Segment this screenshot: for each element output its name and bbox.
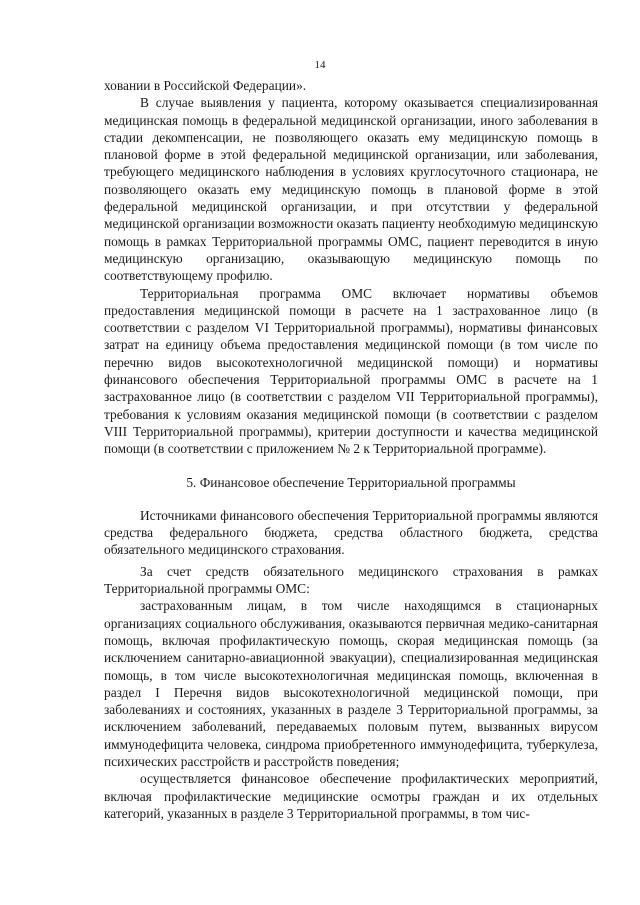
paragraph-oms-norms: Территориальная программа ОМС включает нормативы объемов предоставления медицинской помощи в расчете на 1 застрахованное лицо (в соответствии с разделом VI Территориальной программы), нормативы финансовых затрат на единицу объема предоставления медицинской помощи (в том числе по перечню видов высокотехнологичной медицинской помощи) и нормативы финансового обеспечения Территориальной программы ОМС в расчете на 1 застрахованное лицо (в соответствии с разделом VII Территориальной программы), требования к условиям оказания медицинской помощи (в соответствии с разделом VIII Территориальной программы), критерии доступности и качества медицинской помощи (в соответствии с приложением № 2 к Территориальной программе).	[104, 285, 598, 457]
section-heading: 5. Финансовое обеспечение Территориальной программы	[186, 474, 516, 490]
paragraph-funding-sources: Источниками финансового обеспечения Территориальной программы являются средства федерального бюджета, средства областного бюджета, средства обязательного медицинского страхования.	[104, 507, 598, 558]
paragraph-continuation: ховании в Российской Федерации».	[104, 78, 307, 93]
paragraph-insured-persons: застрахованным лицам, в том числе находящимся в стационарных организациях социального обслуживания, оказываются первичная медико-санитарная помощь, включая профилактическую помощь, скорая медицинская помощь (за исключением санитарно-авиационной эвакуации), специализированная медицинская помощь, в том числе высокотехнологичная медицинская помощь, включенная в раздел I Перечня видов высокотехнологичной медицинской помощи, при заболеваниях и состояниях, указанных в разделе 3 Территориальной программы, за исключением заболеваний, передаваемых половым путем, вызванных вирусом иммунодефицита человека, синдрома приобретенного иммунодефицита, туберкулеза, психических расстройств и расстройств поведения;	[104, 598, 598, 769]
paragraph-prevention-funding: осуществляется финансовое обеспечение профилактических мероприятий, включая профилактические медицинские осмотры граждан и их отдельных категорий, указанных в разделе 3 Территориальной программы, в том чис-	[104, 771, 598, 821]
page-number: 14	[314, 59, 326, 71]
document-body	[104, 77, 598, 822]
paragraph-oms-funds-intro: За счет средств обязательного медицинского страхования в рамках Территориальной программы ОМС:	[104, 563, 598, 597]
paragraph-patient-transfer: В случае выявления у пациента, которому оказывается специализированная медицинская помощь в федеральной медицинской организации, иного заболевания в стадии декомпенсации, не позволяющего оказать ему медицинскую помощь в плановой форме в этой федеральной медицинской организации, или заболевания, требующего медицинского наблюдения в условиях круглосуточного стационара, не позволяющего оказать ему медицинскую помощь в плановой форме в этой федеральной медицинской организации, и при отсутствии у федеральной медицинской организации возможности оказать пациенту необходимую медицинскую помощь в рамках Территориальной программы ОМС, пациент переводится в иную медицинскую организацию, оказывающую медицинскую помощь по соответствующему профилю.	[104, 95, 598, 284]
